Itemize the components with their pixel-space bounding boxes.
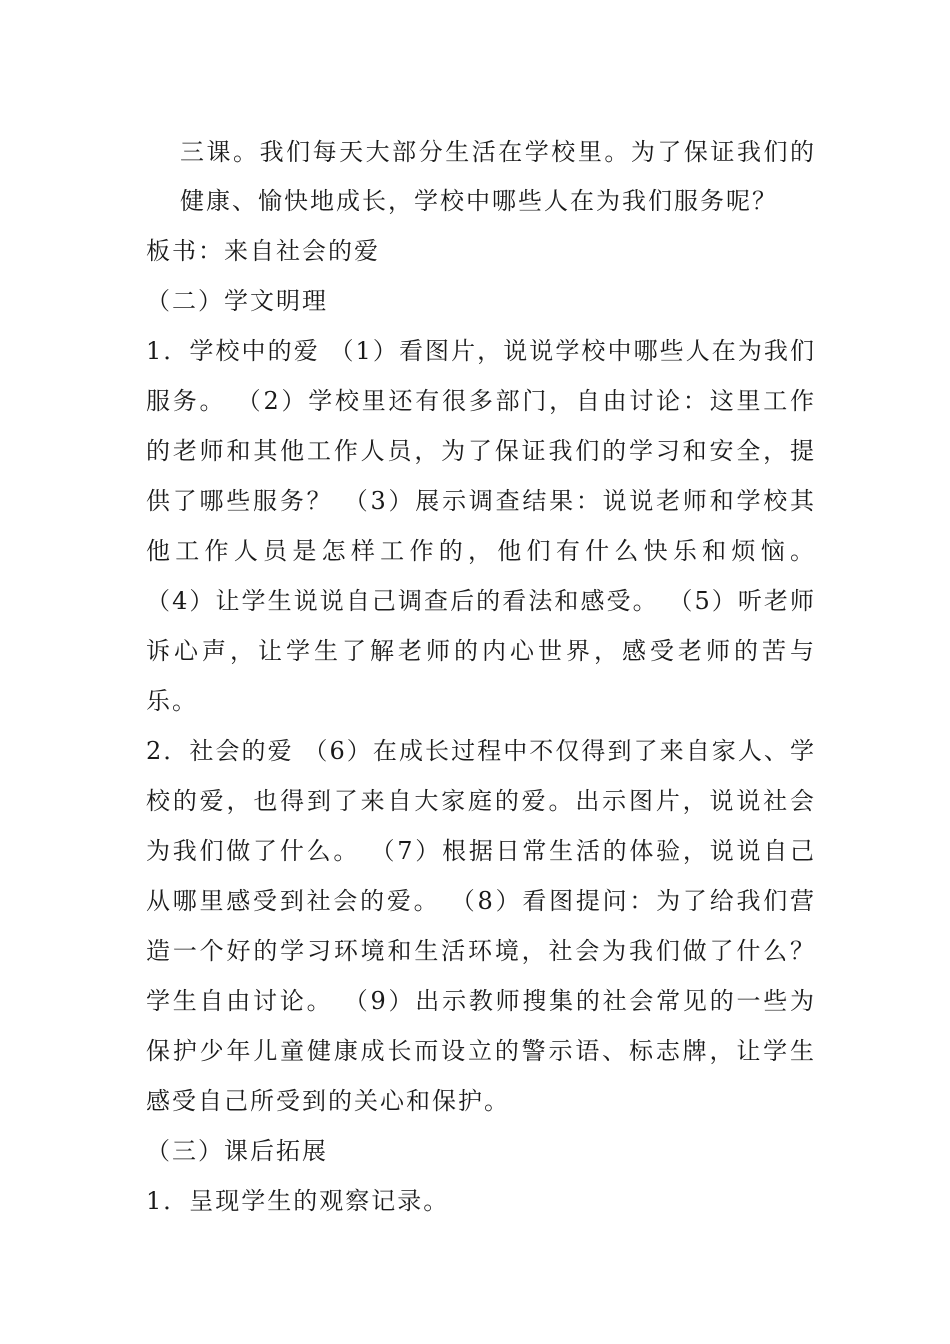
text-line: 服务。 （2）学校里还有很多部门，自由讨论：这里工作: [146, 387, 816, 415]
text-line: 三课。我们每天大部分生活在学校里。为了保证我们的: [180, 138, 816, 166]
text-line: 供了哪些服务？ （3）展示调查结果：说说老师和学校其: [146, 487, 816, 515]
text-line: 板书：来自社会的爱: [146, 237, 380, 265]
text-line: 为我们做了什么。 （7）根据日常生活的体验，说说自己: [146, 837, 816, 865]
text-line: 2．社会的爱 （6）在成长过程中不仅得到了来自家人、学: [146, 737, 816, 765]
text-line: （4）让学生说说自己调查后的看法和感受。 （5）听老师: [146, 587, 816, 615]
text-line: 造一个好的学习环境和生活环境，社会为我们做了什么？: [146, 937, 816, 965]
text-line: 的老师和其他工作人员，为了保证我们的学习和安全，提: [146, 437, 816, 465]
text-line: 1．呈现学生的观察记录。: [146, 1187, 450, 1215]
text-line: 保护少年儿童健康成长而设立的警示语、标志牌，让学生: [146, 1037, 816, 1065]
text-line: 从哪里感受到社会的爱。 （8）看图提问：为了给我们营: [146, 887, 816, 915]
text-line: 感受自己所受到的关心和保护。: [146, 1087, 510, 1115]
section-heading: （二）学文明理: [146, 287, 328, 315]
text-line: 1．学校中的爱 （1）看图片，说说学校中哪些人在为我们: [146, 337, 816, 365]
text-line: 健康、愉快地成长，学校中哪些人在为我们服务呢？: [180, 187, 778, 215]
text-line: 乐。: [146, 687, 198, 715]
section-heading: （三）课后拓展: [146, 1137, 328, 1165]
text-line: 他工作人员是怎样工作的，他们有什么快乐和烦恼。: [146, 537, 816, 565]
text-line: 校的爱，也得到了来自大家庭的爱。出示图片，说说社会: [146, 787, 816, 815]
text-line: 学生自由讨论。 （9）出示教师搜集的社会常见的一些为: [146, 987, 816, 1015]
text-line: 诉心声，让学生了解老师的内心世界，感受老师的苦与: [146, 637, 816, 665]
